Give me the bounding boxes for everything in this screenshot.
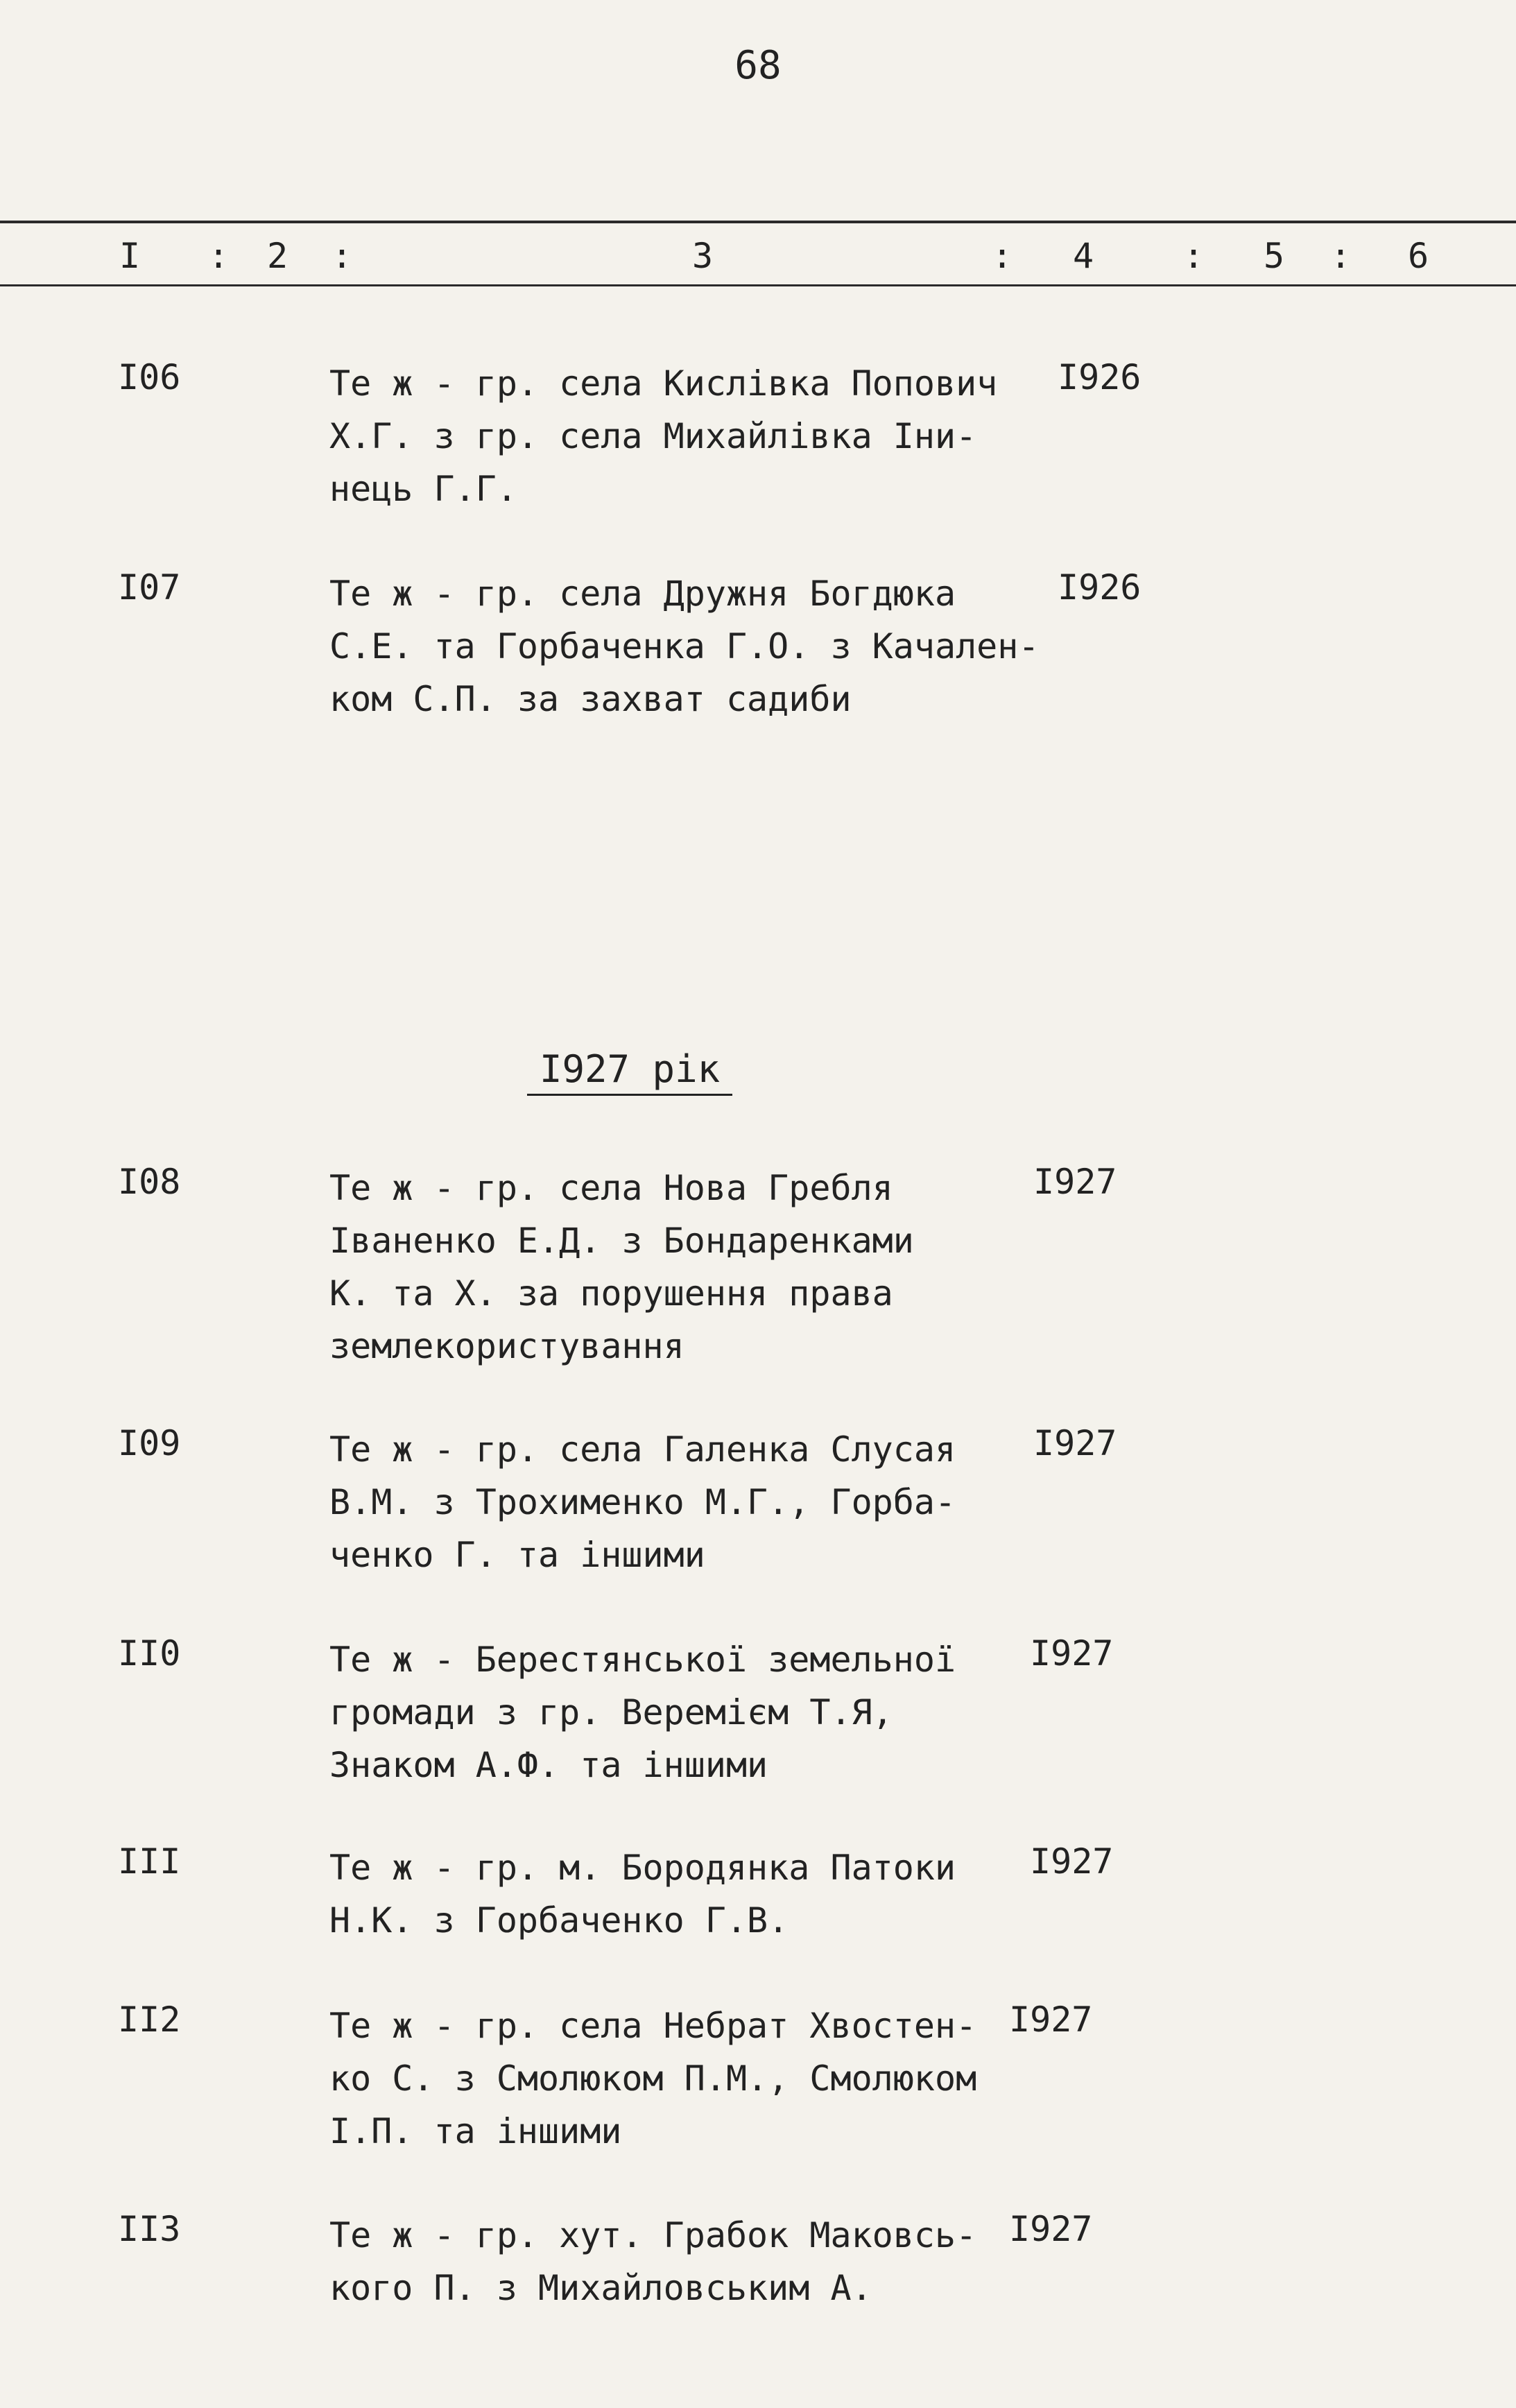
record-number: II3 — [118, 2209, 181, 2249]
description-line: Те ж - гр. села Кислівка Попович — [329, 363, 998, 404]
description-line: ком С.П. за захват садиби — [329, 679, 852, 719]
description-line: І.П. та іншими — [329, 2111, 622, 2151]
description-line: ченко Г. та іншими — [329, 1535, 705, 1575]
record-year: I927 — [1030, 1633, 1114, 1674]
record-description — [329, 1841, 1037, 1947]
record-number: II0 — [118, 1633, 181, 1674]
column-separator: : — [1183, 236, 1205, 276]
description-line: Знаком А.Ф. та іншими — [329, 1745, 768, 1785]
column-number-2: 2 — [267, 236, 288, 276]
record-number: I07 — [118, 567, 181, 608]
description-line: С.Е. та Горбаченка Г.О. з Качален- — [329, 626, 1040, 666]
record-number: III — [118, 1841, 181, 1882]
column-separator: : — [208, 236, 230, 276]
year-heading: I927 рік — [527, 1047, 732, 1096]
description-line: Н.К. з Горбаченко Г.В. — [329, 1900, 789, 1941]
description-line: Те ж - гр. села Небрат Хвостен- — [329, 2006, 977, 2046]
description-line: Те ж - гр. села Галенка Слусая — [329, 1429, 956, 1470]
record-description — [329, 1633, 1037, 1791]
record-year: I927 — [1033, 1423, 1117, 1463]
record-year: I927 — [1030, 1841, 1114, 1882]
column-separator: : — [331, 236, 353, 276]
record-description — [329, 567, 1040, 725]
table-column-header — [0, 236, 1516, 277]
description-line: К. та Х. за порушення права — [329, 1273, 893, 1314]
table-header-bottom-rule — [0, 284, 1516, 286]
record-description — [329, 1423, 1037, 1581]
column-number-5: 5 — [1264, 236, 1285, 276]
column-number-4: 4 — [1073, 236, 1094, 276]
description-line: ко С. з Смолюком П.М., Смолюком — [329, 2058, 977, 2099]
record-year: I927 — [1009, 2000, 1093, 2040]
column-separator: : — [992, 236, 1013, 276]
record-year: I927 — [1033, 1162, 1117, 1202]
description-line: В.М. з Трохименко М.Г., Горба- — [329, 1482, 956, 1522]
record-year: I926 — [1058, 567, 1142, 608]
table-header-top-rule — [0, 221, 1516, 223]
description-line: Те ж - гр. хут. Грабок Маковсь- — [329, 2215, 977, 2255]
record-number: I09 — [118, 1423, 181, 1463]
description-line: Іваненко Е.Д. з Бондаренками — [329, 1221, 914, 1261]
record-description — [329, 1162, 1037, 1373]
record-description — [329, 2209, 1037, 2314]
record-number: I08 — [118, 1162, 181, 1202]
record-number: II2 — [118, 2000, 181, 2040]
description-line: Те ж - Берестянської земельної — [329, 1640, 956, 1680]
description-line: громади з гр. Веремієм Т.Я, — [329, 1692, 893, 1732]
description-line: кого П. з Михайловським А. — [329, 2268, 872, 2308]
column-separator: : — [1330, 236, 1352, 276]
page-number: 68 — [734, 43, 782, 88]
column-number-1: I — [119, 236, 141, 276]
description-line: Те ж - гр. м. Бородянка Патоки — [329, 1848, 956, 1888]
description-line: нець Г.Г. — [329, 469, 517, 509]
record-year: I927 — [1009, 2209, 1093, 2249]
record-year: I926 — [1058, 357, 1142, 397]
description-line: Те ж - гр. села Дружня Богдюка — [329, 574, 956, 614]
description-line: землекористування — [329, 1326, 684, 1366]
description-line: Х.Г. з гр. села Михайлівка Іни- — [329, 416, 977, 456]
column-number-3: 3 — [692, 236, 714, 276]
record-number: I06 — [118, 357, 181, 397]
record-description — [329, 357, 1037, 515]
column-number-6: 6 — [1408, 236, 1429, 276]
record-description — [329, 2000, 1037, 2158]
description-line: Те ж - гр. села Нова Гребля — [329, 1168, 893, 1208]
